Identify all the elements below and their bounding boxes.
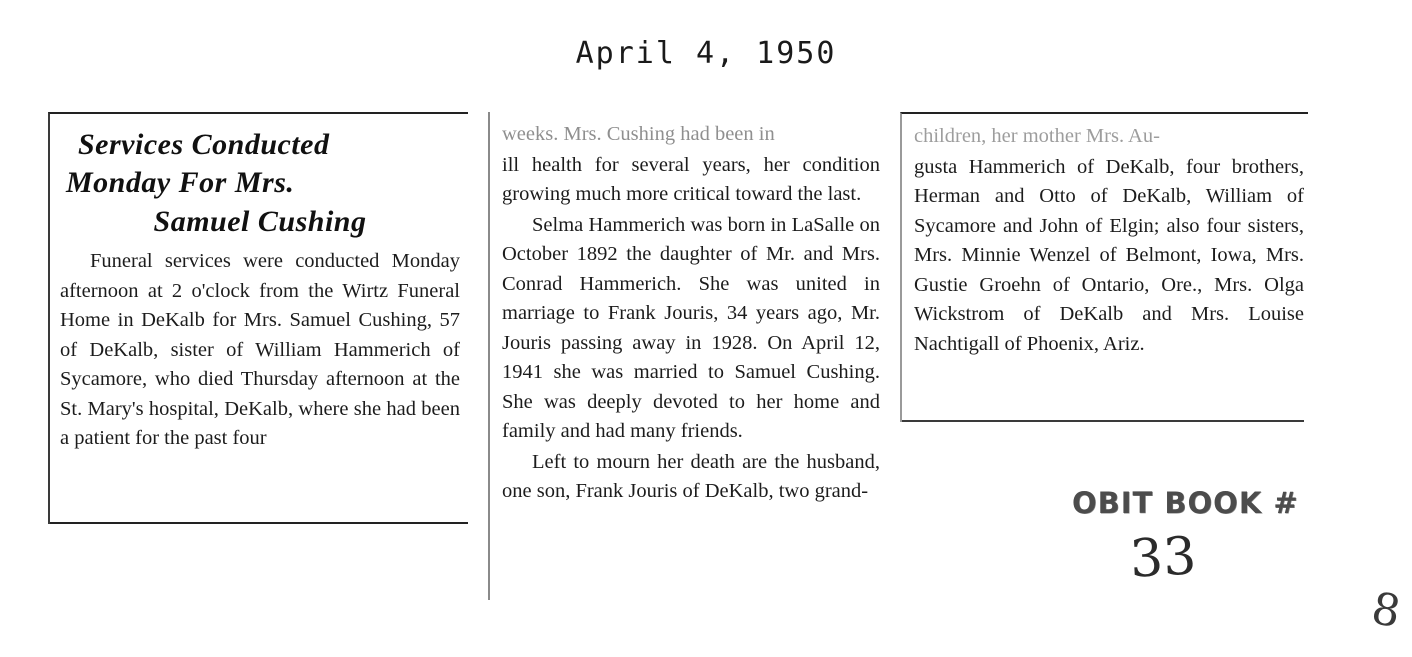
- clipping-paragraph: gusta Hammerich of DeKalb, four brothers, Herman and Otto of DeKalb, William of Sycamore and John of Elgin; also four sisters, Mrs. Minnie Wenzel of Belmont, Iowa, Mrs. Gustie Groehn of Ontario, Ore., Mrs. Olga Wickstrom of DeKalb and Mrs. Louise Nachtigall of Phoenix, Ariz.: [914, 155, 1304, 355]
- clipping-column-1: [48, 112, 468, 524]
- corner-pencil-mark: 8: [1367, 582, 1405, 639]
- clipping-paragraph: Left to mourn her death are the husband, one son, Frank Jouris of DeKalb, two grand-: [502, 450, 880, 503]
- clipping-column-3: [900, 112, 1308, 422]
- obit-book-stamp: OBIT BOOK #: [1072, 486, 1299, 520]
- clipping-paragraph: Funeral services were conducted Monday afternoon at 2 o'clock from the Wirtz Funeral Home in DeKalb for Mrs. Samuel Cushing, 57 of DeKalb, sister of William Hammerich of Sycamore, who died Thursday afternoon at the St. Mary's hospital, DeKalb, where she had been a patient for the past four: [60, 250, 460, 450]
- obit-book-number: 33: [1128, 526, 1198, 590]
- date-header: April 4, 1950: [575, 36, 837, 71]
- clipping-faded-line: children, her mother Mrs. Au-: [914, 125, 1160, 147]
- headline-line-2: Monday For Mrs.: [66, 166, 295, 200]
- clipping-column-2: [488, 112, 888, 600]
- clipping-headline: [60, 126, 460, 241]
- headline-line-1: Services Conducted: [78, 128, 330, 161]
- clipping-paragraph: Selma Hammerich was born in LaSalle on October 1892 the daughter of Mr. and Mrs. Conrad Hammerich. She was united in marriage to Frank Jouris, 34 years ago, Mr. Jouris passing away in 1928. On April 12, 1941 she was married to Samuel Cushing. She was deeply devoted to her home and family and had many friends.: [502, 213, 880, 443]
- headline-line-3: Samuel Cushing: [153, 204, 367, 238]
- clipping-paragraph: ill health for several years, her condition growing much more critical toward the last.: [502, 153, 880, 206]
- newspaper-clipping: [48, 112, 1308, 612]
- clipping-faded-line: weeks. Mrs. Cushing had been in: [502, 123, 775, 145]
